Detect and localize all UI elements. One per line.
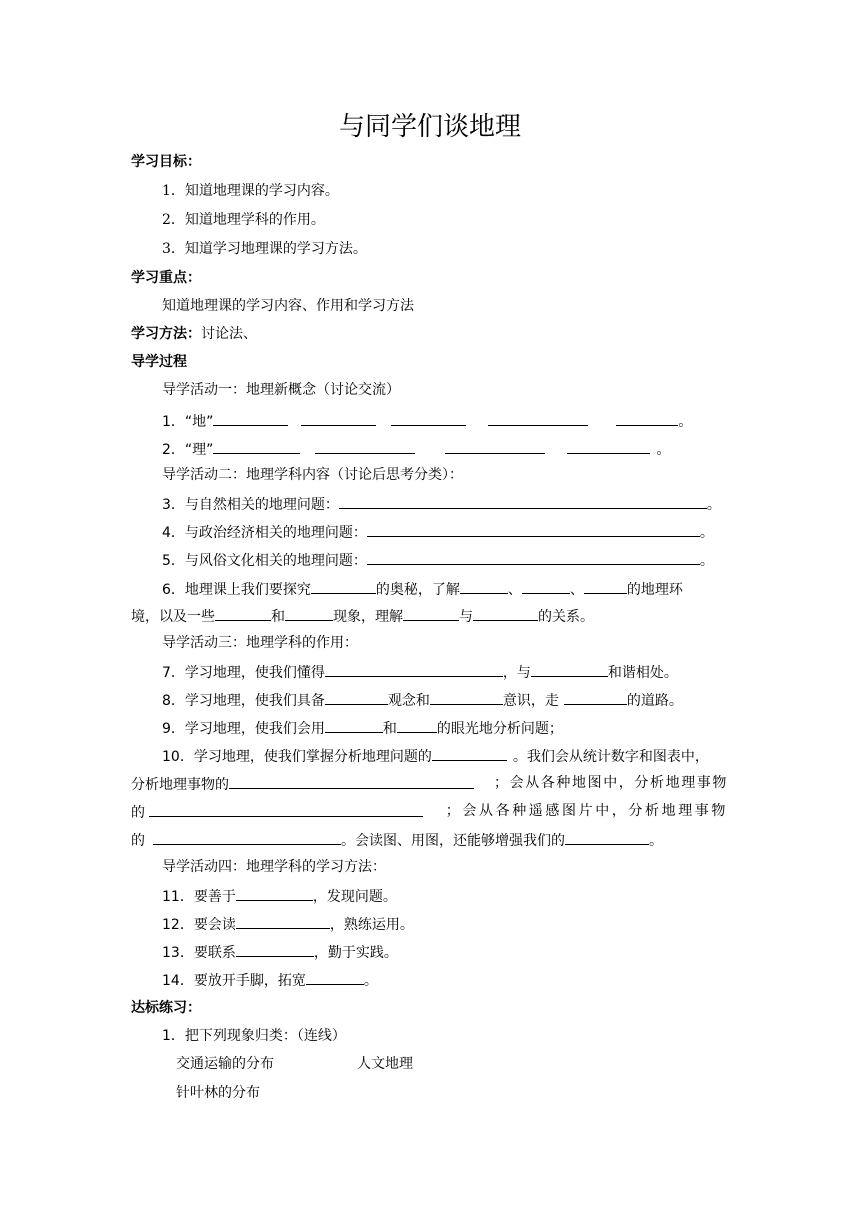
q10-line-2 — [131, 773, 728, 795]
q5-end: 。 — [699, 553, 714, 569]
activity3-title: 导学活动三：地理学科的作用： — [162, 635, 358, 651]
answer-blank[interactable] — [397, 717, 437, 733]
q10-text: 分析地理事物的 — [131, 777, 229, 793]
q11-line — [162, 885, 397, 907]
answer-blank[interactable] — [339, 493, 707, 509]
q14-line — [162, 969, 378, 991]
answer-blank[interactable] — [213, 410, 288, 426]
answer-blank[interactable] — [522, 578, 570, 594]
q6-text: 、 — [507, 582, 522, 598]
q2-prefix: 2．“理” — [162, 442, 214, 458]
q10-text: 的 — [131, 805, 145, 821]
answer-blank[interactable] — [445, 438, 545, 454]
answer-blank[interactable] — [473, 605, 538, 621]
answer-blank[interactable] — [325, 717, 383, 733]
objectives-heading: 学习目标： — [131, 154, 201, 170]
q10-text: 。我们会从统计数字和图表中， — [512, 749, 709, 765]
q1-prefix: 1．“地” — [162, 414, 214, 430]
q6-line-cont — [131, 605, 594, 627]
q7-line — [162, 661, 678, 683]
q10-text: 的 — [131, 833, 145, 849]
answer-blank[interactable] — [325, 661, 503, 677]
answer-blank[interactable] — [488, 410, 588, 426]
q8-line — [162, 689, 683, 711]
q7-text: ，与 — [502, 665, 531, 681]
q6-line — [162, 578, 683, 600]
q12-line — [162, 913, 414, 935]
q10-line-4 — [131, 829, 663, 851]
matching-left-item[interactable]: 针叶林的分布 — [176, 1085, 260, 1101]
q6-text: 的奥秘，了解 — [375, 582, 460, 598]
q8-text: 的道路。 — [626, 693, 683, 709]
q10-text: 。会读图、用图，还能够增强我们的 — [341, 833, 565, 849]
q4-end: 。 — [699, 525, 714, 541]
q1-end: 。 — [678, 414, 693, 430]
q9-text: 的眼光地分析问题； — [436, 721, 563, 737]
q6-text: 的地理环 — [626, 582, 683, 598]
q10-text: 10．学习地理，使我们掌握分析地理问题的 — [162, 749, 432, 765]
q3-label: 3．与自然相关的地理问题： — [162, 497, 339, 513]
answer-blank[interactable] — [285, 605, 333, 621]
q8-text: 意识，走 — [502, 693, 559, 709]
q10-text: 。 — [649, 833, 663, 849]
method-line — [131, 324, 257, 344]
q11-text: 11．要善于 — [162, 889, 236, 905]
activity1-title: 导学活动一：地理新概念（讨论交流） — [162, 382, 400, 398]
q10-line — [162, 745, 709, 767]
q6-text: 现象，理解 — [333, 609, 403, 625]
q7-text: 和谐相处。 — [607, 665, 678, 681]
answer-blank[interactable] — [565, 829, 649, 845]
answer-blank[interactable] — [367, 549, 700, 565]
q2-line — [162, 438, 670, 460]
q9-line — [162, 717, 563, 739]
answer-blank[interactable] — [306, 969, 364, 985]
matching-right-item[interactable]: 人文地理 — [357, 1056, 413, 1072]
answer-blank[interactable] — [403, 605, 459, 621]
q10-group — [131, 773, 474, 795]
q14-text: 。 — [363, 973, 378, 989]
answer-blank[interactable] — [616, 410, 678, 426]
answer-blank[interactable] — [301, 410, 376, 426]
matching-left-item[interactable]: 交通运输的分布 — [176, 1056, 274, 1072]
q12-text: 12．要会读 — [162, 917, 236, 933]
answer-blank[interactable] — [564, 689, 627, 705]
answer-blank[interactable] — [236, 913, 330, 929]
q9-text: 9．学习地理，使我们会用 — [162, 721, 325, 737]
answer-blank[interactable] — [213, 438, 300, 454]
q10-group — [131, 801, 423, 823]
answer-blank[interactable] — [460, 578, 508, 594]
method-label: 学习方法： — [131, 326, 201, 342]
method-value: 讨论法、 — [201, 326, 257, 342]
q10-line-3 — [131, 801, 728, 823]
q11-text: ，发现问题。 — [312, 889, 397, 905]
answer-blank[interactable] — [149, 801, 423, 817]
objective-item: 1．知道地理课的学习内容。 — [162, 183, 339, 199]
q6-text: 境，以及一些 — [131, 609, 215, 625]
answer-blank[interactable] — [215, 605, 271, 621]
answer-blank[interactable] — [432, 745, 507, 761]
answer-blank[interactable] — [236, 885, 313, 901]
q12-text: ，熟练运用。 — [329, 917, 414, 933]
q8-text: 8．学习地理，使我们具备 — [162, 693, 325, 709]
answer-blank[interactable] — [325, 689, 388, 705]
answer-blank[interactable] — [311, 578, 376, 594]
answer-blank[interactable] — [567, 438, 650, 454]
q2-end: 。 — [656, 442, 671, 458]
q6-text: 与 — [459, 609, 473, 625]
page-title: 与同学们谈地理 — [338, 112, 521, 142]
answer-blank[interactable] — [229, 773, 474, 789]
answer-blank[interactable] — [153, 829, 341, 845]
answer-blank[interactable] — [430, 689, 503, 705]
objective-item: 2．知道地理学科的作用。 — [162, 212, 325, 228]
q14-text: 14．要放开手脚，拓宽 — [162, 973, 306, 989]
process-heading: 导学过程 — [131, 354, 187, 370]
q1-line — [162, 410, 692, 432]
objective-item: 3．知道学习地理课的学习方法。 — [162, 241, 367, 257]
q13-text: ，勤于实践。 — [313, 945, 398, 961]
q3-line — [162, 493, 721, 515]
q10-text: ；会从各种地图中，分析地理事物 — [494, 775, 728, 791]
q6-text: 的关系。 — [538, 609, 594, 625]
practice-q1: 1．把下列现象归类：（连线） — [162, 1028, 346, 1044]
q4-label: 4．与政治经济相关的地理问题： — [162, 525, 367, 541]
activity4-title: 导学活动四：地理学科的学习方法： — [162, 859, 386, 875]
q6-text: 和 — [271, 609, 285, 625]
answer-blank[interactable] — [315, 438, 415, 454]
q3-end: 。 — [706, 497, 721, 513]
answer-blank[interactable] — [584, 578, 627, 594]
answer-blank[interactable] — [531, 661, 608, 677]
focus-heading: 学习重点： — [131, 270, 201, 286]
answer-blank[interactable] — [236, 941, 314, 957]
q6-text: 、 — [569, 582, 584, 598]
answer-blank[interactable] — [391, 410, 466, 426]
q6-text: 6．地理课上我们要探究 — [162, 582, 311, 598]
q4-line — [162, 521, 714, 543]
q9-text: 和 — [382, 721, 397, 737]
q8-text: 观念和 — [387, 693, 430, 709]
q5-line — [162, 549, 714, 571]
q5-label: 5．与风俗文化相关的地理问题： — [162, 553, 367, 569]
q13-text: 13．要联系 — [162, 945, 236, 961]
practice-heading: 达标练习： — [131, 1000, 201, 1016]
answer-blank[interactable] — [367, 521, 700, 537]
q10-text: ；会从各种遥感图片中，分析地理事物 — [445, 803, 728, 819]
activity2-title: 导学活动二：地理学科内容（讨论后思考分类）： — [162, 467, 463, 483]
q13-line — [162, 941, 398, 963]
q7-text: 7．学习地理，使我们懂得 — [162, 665, 325, 681]
focus-text: 知道地理课的学习内容、作用和学习方法 — [162, 298, 414, 314]
